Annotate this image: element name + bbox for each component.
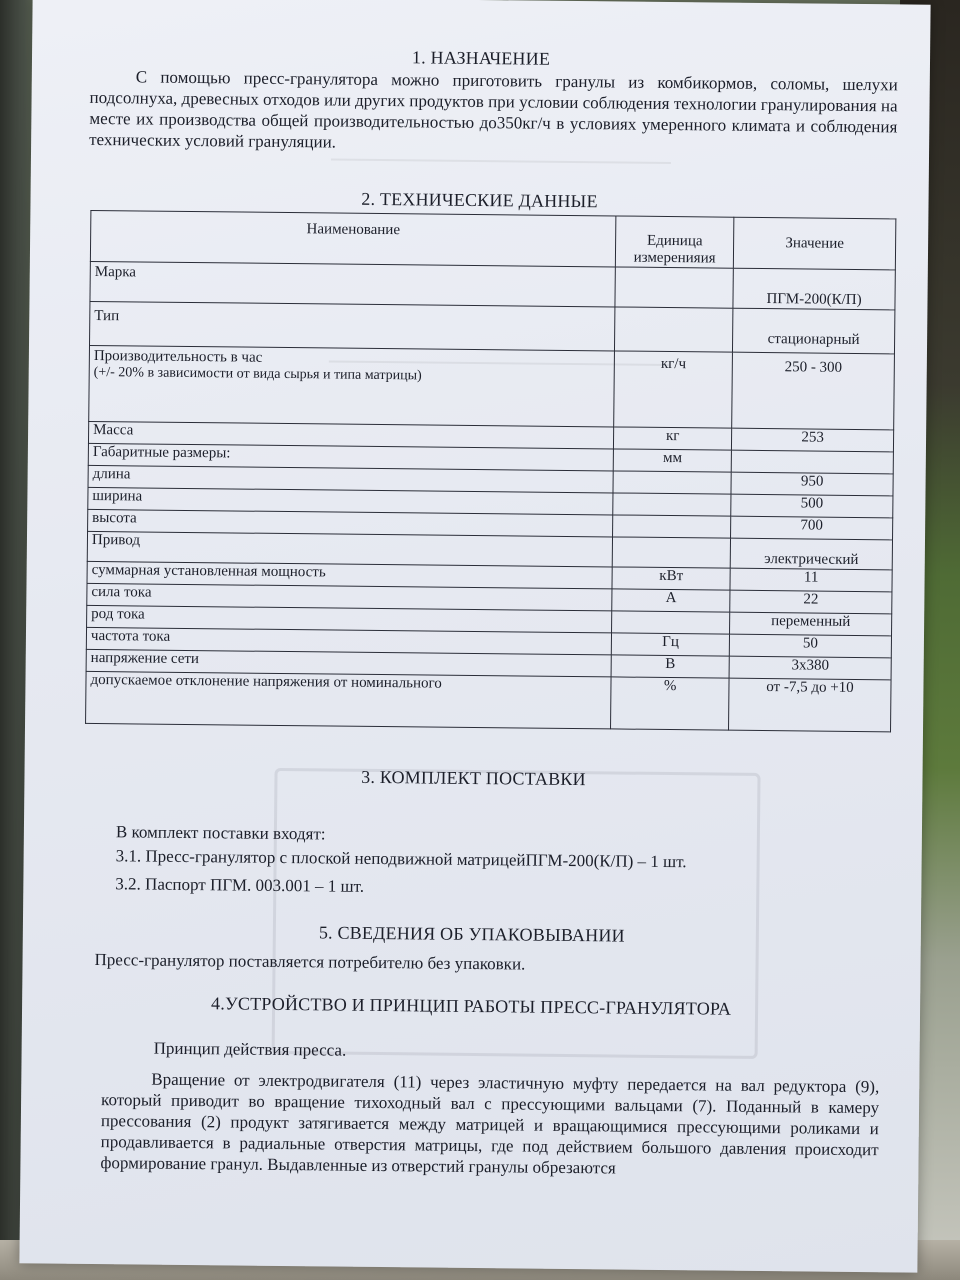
section-4-title: 4.УСТРОЙСТВО И ПРИНЦИП РАБОТЫ ПРЕСС-ГРАНУЛЯТОРА [210, 993, 732, 1019]
row-value: 3х380 [729, 656, 891, 680]
section-5-title: 5. СВЕДЕНИЯ ОБ УПАКОВЫВАНИИ [318, 922, 625, 946]
section-1-title: 1. НАЗНАЧЕНИЕ [411, 47, 551, 69]
row-unit: мм [613, 449, 731, 472]
row-name: высота [88, 509, 613, 536]
row-unit [613, 471, 731, 494]
row-unit [613, 515, 731, 538]
row-name: род тока [87, 605, 612, 632]
document-sheet [19, 0, 930, 1273]
row-unit: кг [614, 427, 732, 450]
table-header-row [90, 210, 895, 269]
row-unit: % [611, 677, 729, 730]
row-unit: кВт [612, 567, 730, 590]
row-name: ширина [88, 487, 613, 514]
row-name: напряжение сети [86, 649, 611, 676]
table-row [86, 671, 892, 731]
row-name: Габаритные размеры: [88, 443, 613, 470]
row-unit [612, 537, 730, 568]
row-name: Марка [90, 261, 616, 306]
row-unit [612, 611, 730, 634]
table-row [89, 345, 895, 429]
row-unit: А [612, 589, 730, 612]
row-unit [613, 493, 731, 516]
row-name: Производительность в час [93, 347, 263, 366]
row-name: сила тока [87, 583, 612, 610]
row-value [731, 450, 893, 474]
section-5-text: Пресс-гранулятор поставляется потребителю без упаковки. [94, 950, 526, 974]
row-unit: Гц [611, 633, 729, 656]
row-name: Масса [88, 421, 613, 448]
row-value: 50 [729, 634, 891, 658]
row-name: частота тока [86, 627, 611, 654]
row-value: 253 [732, 428, 894, 452]
row-value: 950 [731, 472, 893, 496]
section-3-title: 3. КОМПЛЕКТ ПОСТАВКИ [361, 766, 586, 790]
header-name: Наименование [90, 210, 616, 266]
row-value: ПГМ-200(К/П) [733, 268, 895, 310]
section-4-subtitle: Принцип действия пресса. [153, 1038, 347, 1060]
row-unit: кг/ч [614, 351, 733, 428]
section-3-intro: В комплект поставки входят: [115, 822, 326, 844]
header-unit: Единица измеренияия [616, 216, 734, 268]
row-unit [615, 267, 733, 308]
section-1-text: С помощью пресс-гранулятора можно приготовить гранулы из комбикормов, соломы, шелухи подсолнуха, древесных отходов или других продуктов при условии соблюдения технологии гранулирования на месте их производства общей производительностью до350кг/ч в условиях умеренного климата и соблюдения технических условий грануляции. [89, 67, 898, 152]
row-name: длина [88, 465, 613, 492]
row-value: 11 [730, 568, 892, 592]
row-value: электрический [730, 538, 892, 570]
row-unit: В [611, 655, 729, 678]
row-name: суммарная установленная мощность [87, 561, 612, 588]
section-3-item-2: 3.2. Паспорт ПГМ. 003.001 – 1 шт. [115, 874, 365, 896]
row-unit [615, 307, 733, 352]
row-value: 500 [731, 494, 893, 518]
row-name: Тип [90, 301, 616, 350]
row-name: допускаемое отклонение напряжения от номинального [86, 671, 612, 728]
row-value: переменный [730, 612, 892, 636]
technical-data-table [85, 210, 896, 732]
section-2-title: 2. ТЕХНИЧЕСКИЕ ДАННЫЕ [361, 188, 598, 212]
row-note: (+/- 20% в зависимости от вида сырья и типа матрицы) [93, 364, 422, 384]
row-value: от -7,5 до +10 [729, 678, 891, 732]
row-value: стационарный [733, 308, 895, 354]
section-4-text: Вращение от электродвигателя (11) через эластичную муфту передается на вал редуктора (9), который приводит во вращение тихоходный вал с прессующими вальцами (7). Поданный в камеру прессования (2) продукт затягивается между матрицей и вращающимися прессующими роликами и продавливается в радиальные отверстия матрицы, где под действием большого давления происходит формирование гранул. Выдавленные из отверстий гранулы обрезаются [100, 1069, 880, 1178]
row-value: 250 - 300 [732, 352, 895, 430]
row-name-cell [89, 345, 615, 426]
row-value: 22 [730, 590, 892, 614]
header-value: Значение [733, 217, 895, 270]
section-3-item-1: 3.1. Пресс-гранулятор с плоской неподвижной матрицейПГМ-200(К/П) – 1 шт. [115, 846, 687, 872]
row-name: Привод [87, 531, 612, 566]
row-value: 700 [731, 516, 893, 540]
